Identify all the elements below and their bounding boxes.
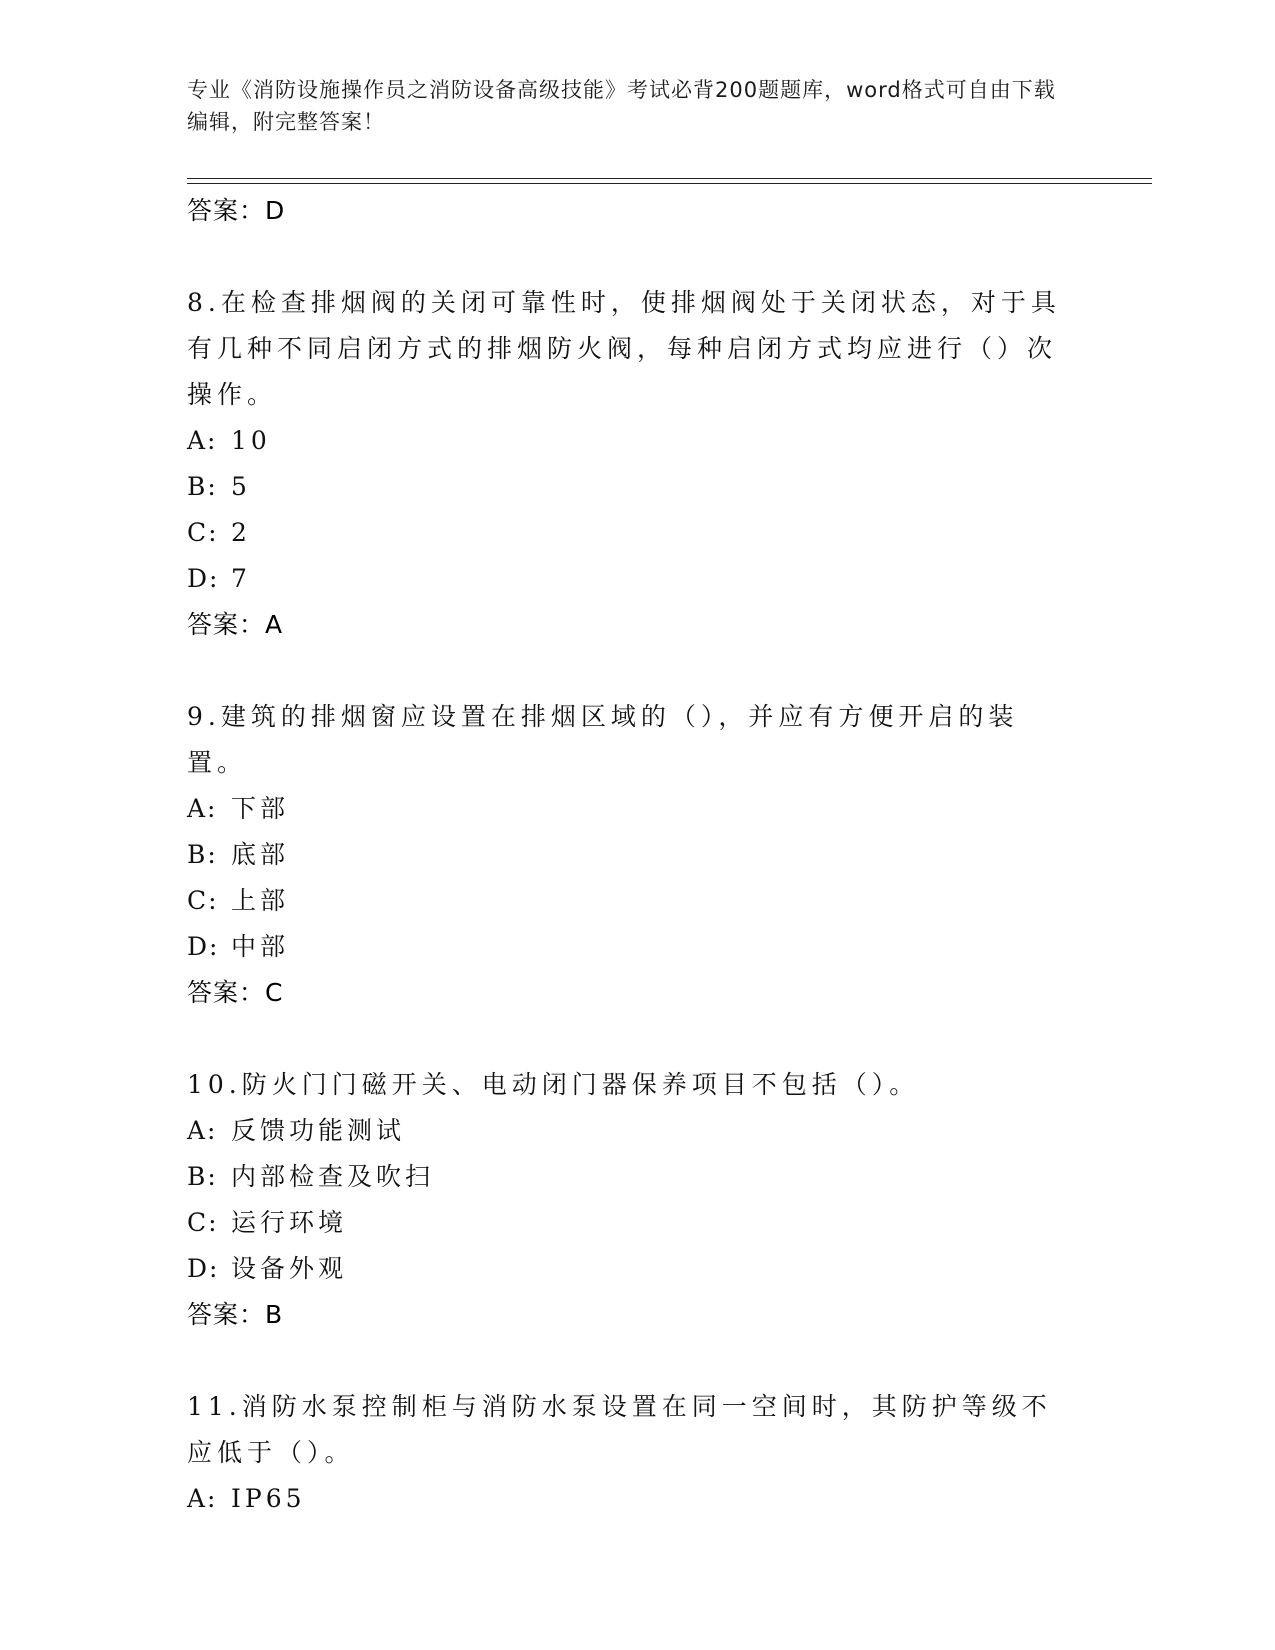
option-label: A: [187,1116,218,1145]
document-header: 专业《消防设施操作员之消防设备高级技能》考试必背200题题库，word格式可自由下载编辑，附完整答案！ [187,78,1056,134]
option-c [187,510,1087,556]
question-text: 8.在检查排烟阀的关闭可靠性时，使排烟阀处于关闭状态，对于具有几种不同启闭方式的排烟防火阀，每种启闭方式均应进行（）次操作。 [187,288,1061,409]
option-b [187,1154,1087,1200]
option-text: 5 [231,472,251,501]
option-c [187,1200,1087,1246]
option-d [187,924,1087,970]
option-b [187,832,1087,878]
option-label: C: [187,886,219,915]
option-label: D: [187,564,220,593]
option-label: A: [187,794,218,823]
option-text: 中部 [231,932,290,961]
option-a [187,1476,1087,1522]
option-text: 2 [231,518,251,547]
option-label: B: [187,840,218,869]
option-b [187,464,1087,510]
option-text: 下部 [231,794,290,823]
option-label: C: [187,518,219,547]
option-text: 设备外观 [231,1254,348,1283]
option-d [187,1246,1087,1292]
option-text: 底部 [231,840,290,869]
option-label: B: [187,472,218,501]
option-label: A: [187,1484,218,1513]
answer-line: 答案：D [187,196,286,225]
option-label: D: [187,1254,220,1283]
option-a [187,418,1087,464]
option-a [187,786,1087,832]
spacer [187,1338,1087,1384]
question-text: 10.防火门门磁开关、电动闭门器保养项目不包括（）。 [187,1070,920,1099]
option-label: D: [187,932,220,961]
question-text: 9.建筑的排烟窗应设置在排烟区域的（），并应有方便开启的装置。 [187,702,1019,777]
option-label: B: [187,1162,218,1191]
question-block [187,694,1087,1016]
option-text: 7 [231,564,251,593]
question-block [187,1062,1087,1338]
spacer [187,648,1087,694]
spacer [187,1016,1087,1062]
option-text: 反馈功能测试 [231,1116,406,1145]
answer-line: 答案：C [187,978,284,1007]
answer-line: 答案：A [187,610,284,639]
option-c [187,878,1087,924]
option-text: 内部检查及吹扫 [231,1162,435,1191]
question-list [187,188,1087,1522]
answer-line: 答案：B [187,1300,284,1329]
question-block [187,280,1087,648]
option-text: IP65 [231,1484,306,1513]
header-divider-bottom [187,183,1152,184]
spacer [187,234,1087,280]
option-d [187,556,1087,602]
option-label: C: [187,1208,219,1237]
header-divider-top [187,178,1152,179]
option-text: 10 [231,426,271,455]
question-text: 11.消防水泵控制柜与消防水泵设置在同一空间时，其防护等级不应低于（）。 [187,1392,1052,1467]
option-label: A: [187,426,218,455]
option-text: 运行环境 [231,1208,348,1237]
question-block [187,1384,1087,1522]
option-text: 上部 [231,886,290,915]
option-a [187,1108,1087,1154]
